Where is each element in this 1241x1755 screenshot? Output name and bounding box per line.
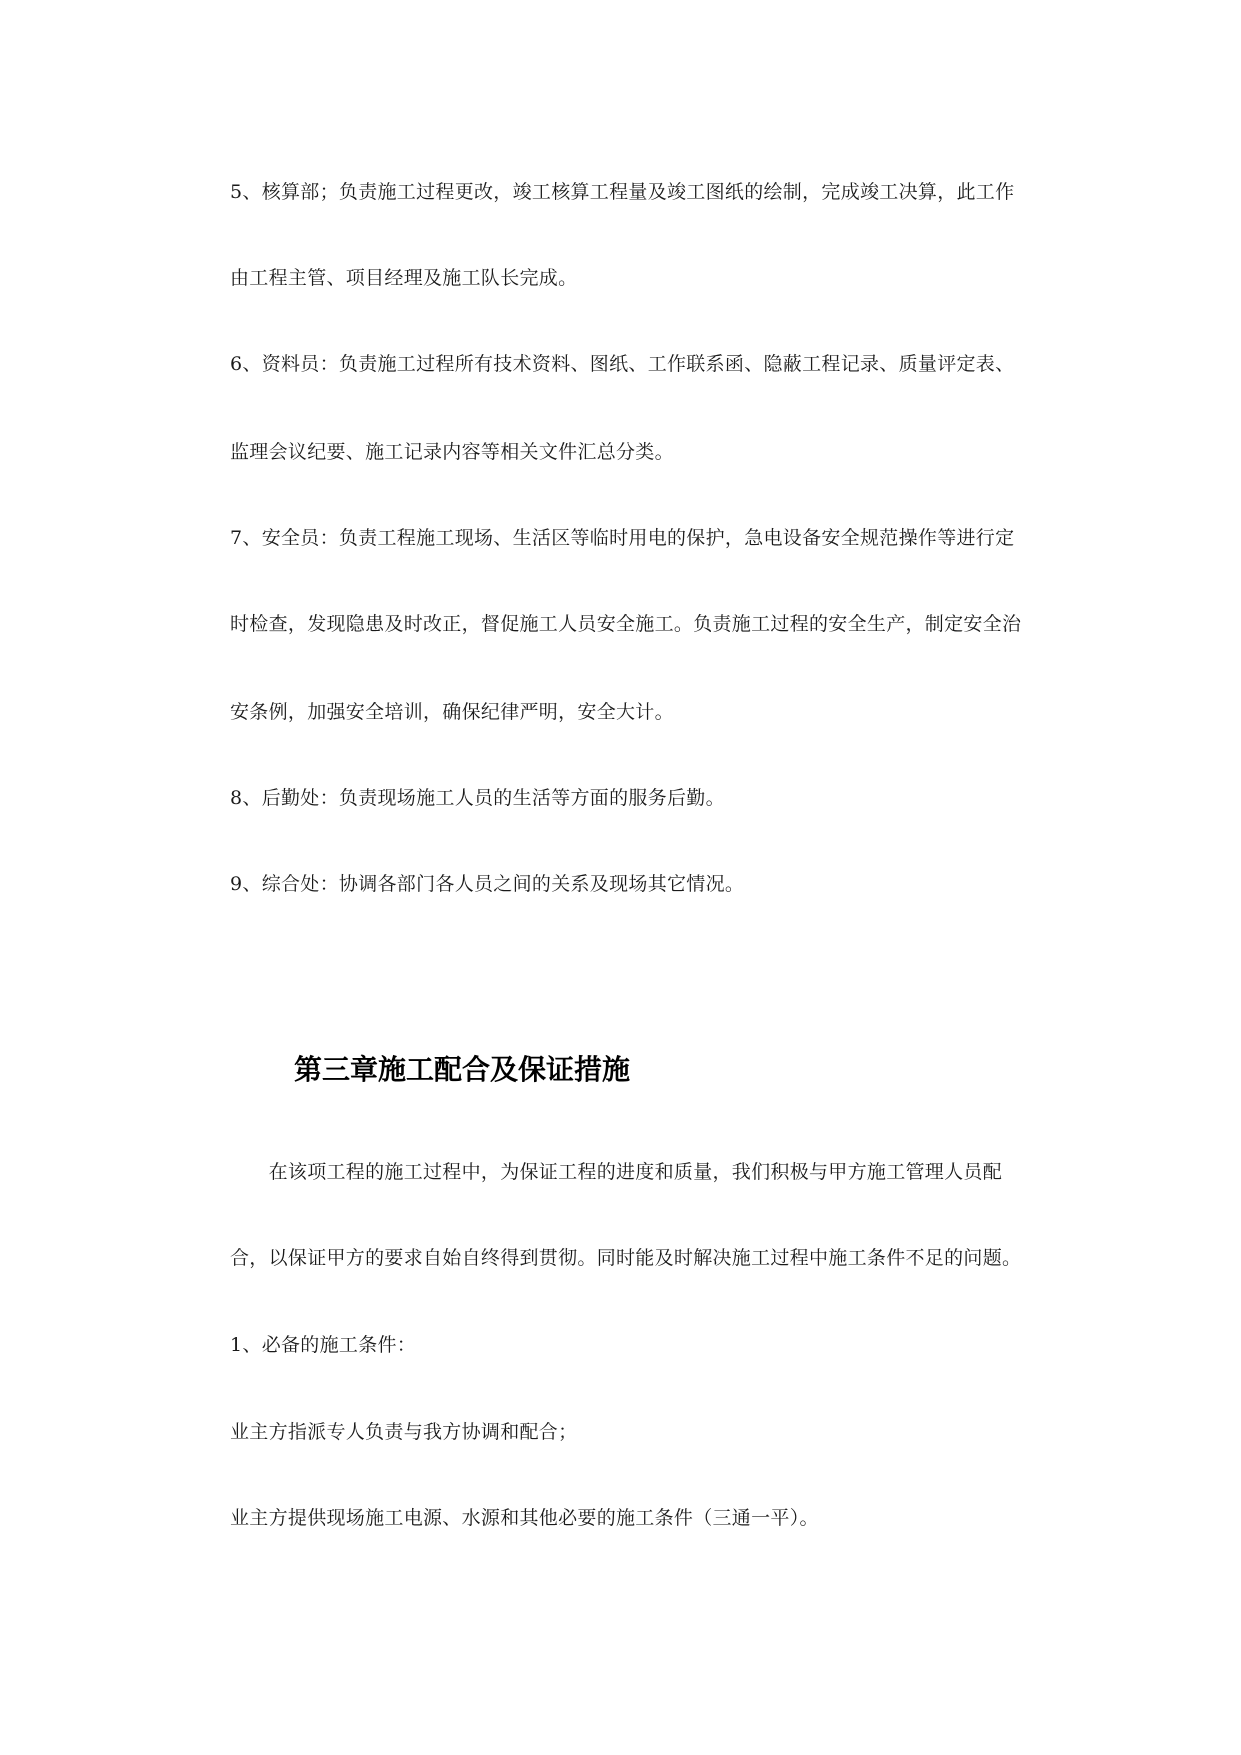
paragraph-line: 6、资料员：负责施工过程所有技术资料、图纸、工作联系函、隐蔽工程记录、质量评定表、 bbox=[230, 353, 1015, 375]
paragraph-line: 由工程主管、项目经理及施工队长完成。 bbox=[230, 267, 578, 289]
paragraph-line: 在该项工程的施工过程中，为保证工程的进度和质量，我们积极与甲方施工管理人员配 bbox=[230, 1161, 1003, 1183]
paragraph-line: 合，以保证甲方的要求自始自终得到贯彻。同时能及时解决施工过程中施工条件不足的问题。 bbox=[230, 1247, 1022, 1269]
paragraph-line: 业主方提供现场施工电源、水源和其他必要的施工条件（三通一平）。 bbox=[230, 1507, 819, 1529]
paragraph-line: 业主方指派专人负责与我方协调和配合； bbox=[230, 1421, 578, 1443]
paragraph-line: 监理会议纪要、施工记录内容等相关文件汇总分类。 bbox=[230, 441, 674, 463]
paragraph-line: 1、必备的施工条件： bbox=[230, 1334, 417, 1356]
paragraph-line: 5、核算部；负责施工过程更改，竣工核算工程量及竣工图纸的绘制，完成竣工决算，此工作 bbox=[230, 181, 1015, 203]
paragraph-line: 8、后勤处：负责现场施工人员的生活等方面的服务后勤。 bbox=[230, 787, 725, 809]
paragraph-line: 9、综合处：协调各部门各人员之间的关系及现场其它情况。 bbox=[230, 873, 745, 895]
paragraph-line: 时检查，发现隐患及时改正，督促施工人员安全施工。负责施工过程的安全生产，制定安全治 bbox=[230, 613, 1022, 635]
chapter-heading: 第三章施工配合及保证措施 bbox=[294, 1053, 631, 1086]
paragraph-line: 安条例，加强安全培训，确保纪律严明，安全大计。 bbox=[230, 701, 674, 723]
paragraph-line: 7、安全员：负责工程施工现场、生活区等临时用电的保护，急电设备安全规范操作等进行定 bbox=[230, 527, 1015, 549]
